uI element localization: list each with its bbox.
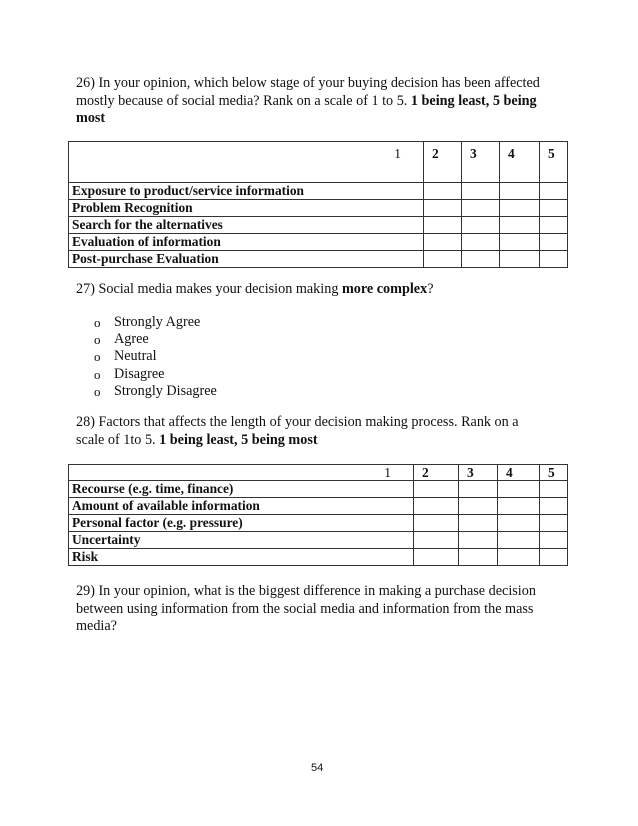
question-26-ranking-table: [68, 141, 568, 268]
table-row: [69, 200, 568, 217]
rank-cell[interactable]: [540, 515, 568, 532]
row-label: Evaluation of information: [69, 234, 424, 251]
question-27-options: [94, 314, 217, 400]
row-label: Personal factor (e.g. pressure): [69, 515, 414, 532]
rank-cell[interactable]: [459, 515, 498, 532]
rank-cell[interactable]: [462, 251, 500, 268]
row-label: Amount of available information: [69, 498, 414, 515]
rank-cell[interactable]: [414, 532, 459, 549]
rank-column-2: 2: [414, 465, 459, 481]
table-header-row: [69, 465, 568, 481]
option-label: Disagree: [114, 365, 165, 382]
radio-bullet-icon: o: [94, 332, 101, 348]
table-row: [69, 234, 568, 251]
question-29-text: [76, 583, 554, 636]
rank-cell[interactable]: [540, 549, 568, 566]
row-label: Exposure to product/service information: [69, 183, 424, 200]
rank-cell[interactable]: [424, 200, 462, 217]
rank-cell[interactable]: [540, 183, 568, 200]
question-28-ranking-table: [68, 464, 568, 566]
rank-cell[interactable]: [500, 217, 540, 234]
rank-column-1: 1: [69, 142, 424, 183]
question-27-emphasis: more complex: [341, 281, 428, 297]
row-label: Problem Recognition: [69, 200, 424, 217]
rank-cell[interactable]: [414, 498, 459, 515]
question-27-end: ?: [427, 281, 434, 297]
rank-cell[interactable]: [540, 481, 568, 498]
option-strongly-disagree[interactable]: [94, 383, 217, 400]
rank-cell[interactable]: [500, 183, 540, 200]
option-label: Strongly Disagree: [114, 382, 217, 399]
rank-cell[interactable]: [540, 200, 568, 217]
row-label: Uncertainty: [69, 532, 414, 549]
rank-cell[interactable]: [459, 532, 498, 549]
rank-cell[interactable]: [540, 234, 568, 251]
rank-cell[interactable]: [414, 515, 459, 532]
rank-cell[interactable]: [498, 481, 540, 498]
table-row: [69, 183, 568, 200]
rank-cell[interactable]: [498, 498, 540, 515]
option-agree[interactable]: [94, 331, 217, 348]
question-26-main: 26) In your opinion, which below stage of your buying decision has been affected mostly because of social media? Rank on a scale of 1 to 5.: [76, 75, 540, 109]
question-26-scale-note: 1 being least, 5 being most: [76, 92, 537, 126]
rank-cell[interactable]: [424, 234, 462, 251]
question-27-main: 27) Social media makes your decision making: [76, 281, 339, 297]
rank-cell[interactable]: [498, 532, 540, 549]
table-row: [69, 515, 568, 532]
table-row: [69, 498, 568, 515]
rank-column-5: 5: [540, 142, 568, 183]
rank-cell[interactable]: [540, 251, 568, 268]
question-28-main: 28) Factors that affects the length of your decision making process. Rank on a scale of 1to 5.: [76, 414, 519, 448]
rank-cell[interactable]: [500, 234, 540, 251]
rank-column-2: 2: [424, 142, 462, 183]
rank-cell[interactable]: [500, 251, 540, 268]
rank-column-5: 5: [540, 465, 568, 481]
rank-cell[interactable]: [424, 251, 462, 268]
table-row: [69, 549, 568, 566]
rank-cell[interactable]: [500, 200, 540, 217]
rank-column-4: 4: [498, 465, 540, 481]
rank-cell[interactable]: [414, 549, 459, 566]
rank-cell[interactable]: [462, 234, 500, 251]
rank-cell[interactable]: [462, 217, 500, 234]
question-28-text: [76, 414, 546, 449]
rank-cell[interactable]: [540, 498, 568, 515]
rank-cell[interactable]: [540, 532, 568, 549]
page-number: 54: [311, 762, 324, 774]
rank-cell[interactable]: [498, 515, 540, 532]
rank-cell[interactable]: [424, 183, 462, 200]
option-label: Agree: [114, 331, 149, 348]
row-label: Post-purchase Evaluation: [69, 251, 424, 268]
row-label: Search for the alternatives: [69, 217, 424, 234]
radio-bullet-icon: o: [94, 315, 101, 330]
radio-bullet-icon: o: [94, 366, 101, 382]
question-28-scale-note: 1 being least, 5 being most: [159, 431, 318, 448]
option-label: Strongly Agree: [114, 314, 201, 330]
question-27-text: [76, 281, 564, 299]
table-row: [69, 251, 568, 268]
rank-cell[interactable]: [462, 200, 500, 217]
rank-cell[interactable]: [498, 549, 540, 566]
question-29-main: 29) In your opinion, what is the biggest difference in making a purchase decision between using information from the social media and information from the mass media?: [76, 583, 536, 634]
rank-cell[interactable]: [459, 549, 498, 566]
radio-bullet-icon: o: [94, 349, 101, 365]
rank-cell[interactable]: [462, 183, 500, 200]
question-26-text: [76, 75, 564, 128]
radio-bullet-icon: o: [94, 383, 101, 399]
table-row: [69, 532, 568, 549]
rank-column-1: 1: [69, 465, 414, 481]
option-neutral[interactable]: [94, 348, 217, 365]
rank-column-4: 4: [500, 142, 540, 183]
rank-cell[interactable]: [414, 481, 459, 498]
table-header-row: [69, 142, 568, 183]
row-label: Recourse (e.g. time, finance): [69, 481, 414, 498]
table-row: [69, 481, 568, 498]
rank-column-3: 3: [459, 465, 498, 481]
rank-cell[interactable]: [424, 217, 462, 234]
option-label: Neutral: [114, 348, 157, 365]
option-strongly-agree[interactable]: [94, 314, 217, 331]
rank-cell[interactable]: [459, 481, 498, 498]
rank-cell[interactable]: [540, 217, 568, 234]
row-label: Risk: [69, 549, 414, 566]
table-row: [69, 217, 568, 234]
rank-cell[interactable]: [459, 498, 498, 515]
rank-column-3: 3: [462, 142, 500, 183]
option-disagree[interactable]: [94, 366, 217, 383]
